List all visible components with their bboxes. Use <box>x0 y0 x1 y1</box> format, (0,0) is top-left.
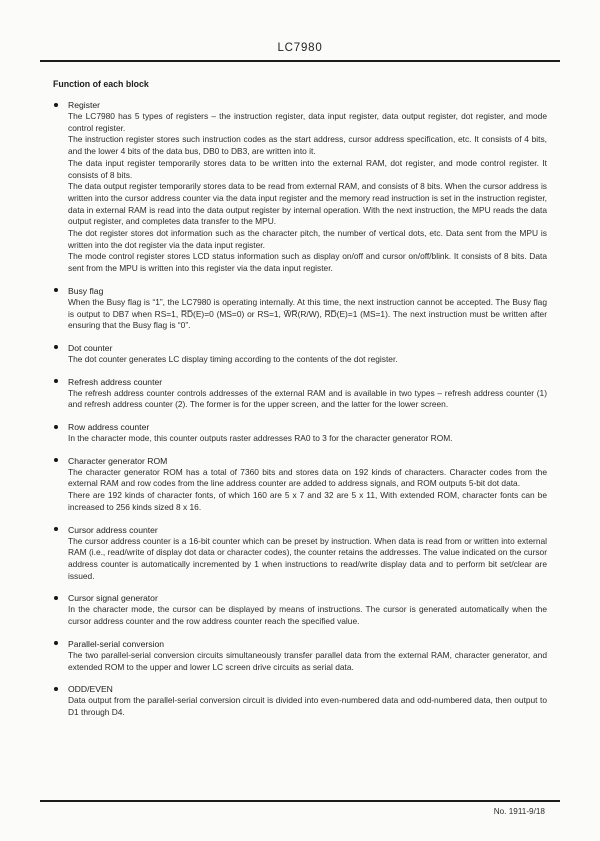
section-character-generator-rom <box>53 455 547 514</box>
section-title: Refresh address counter <box>68 376 163 387</box>
bullet-icon <box>54 641 58 645</box>
section-body <box>68 467 547 514</box>
section-busy-flag <box>53 285 547 332</box>
main-heading: Function of each block <box>53 79 149 89</box>
section-body <box>68 297 547 332</box>
section-body <box>68 354 547 366</box>
bullet-icon <box>54 458 58 462</box>
paragraph: In the character mode, this counter outputs raster addresses RA0 to 3 for the character generator ROM. <box>68 433 453 444</box>
paragraph: The instruction register stores such instruction codes as the start address, cursor address specification, etc. It consists of 4 bits, and the lower 4 bits of the data bus, DB0 to DB3, are written into it. <box>68 134 547 157</box>
paragraph: The data output register temporarily stores data to be read from external RAM, and consists of 8 bits. When the cursor address is written into the cursor address counter via the data input register and the memory read instruction is set in the instruction register, data in external RAM is read into the data output register by internal operation. With the next instruction, the MPU reads the data output register, and completes data transfer to the MPU. <box>68 181 547 227</box>
paragraph: In the character mode, the cursor can be displayed by means of instructions. The cursor is generated automatically when the cursor address counter and the row address counter reach the specified value. <box>68 604 547 627</box>
page-content <box>53 79 547 729</box>
paragraph: When the Busy flag is “1”, the LC7980 is operating internally. At this time, the next instruction cannot be accepted. The Busy flag is output to DB7 when RS=1, R̅D̅(E)=0 (MS=0) or RS=1, W̅R̅(R/W), R̅D̅(E)=1 (MS=1). The next instruction must be written after ensuring that the Busy flag is “0”. <box>68 296 547 331</box>
paragraph: The refresh address counter controls addresses of the external RAM and is available in two types – refresh address counter (1) and refresh address counter (2). The former is for the upper screen, and the latter for the lower screen. <box>68 387 547 410</box>
section-body <box>68 388 547 411</box>
section-body <box>68 433 547 445</box>
section-title: Busy flag <box>68 285 104 296</box>
section-refresh-address-counter <box>53 376 547 411</box>
paragraph: The cursor address counter is a 16-bit counter which can be preset by instruction. When data is read from or written into external RAM (i.e., read/write of display dot data or character codes), the counter retains the addresses. The value indicated on the cursor address counter is automatically incremented by 1 when instructions to read/write display data and to perform bit set/clear are issued. <box>68 535 547 581</box>
section-title: Character generator ROM <box>68 455 168 466</box>
paragraph: The LC7980 has 5 types of registers – the instruction register, data input register, data output register, dot register, and mode control register. <box>68 111 547 133</box>
paragraph: The two parallel-serial conversion circuits simultaneously transfer parallel data from the external RAM, character generator, and extended ROM to the upper and lower LC screen drive circuits as serial data. <box>68 649 547 672</box>
header-rule <box>40 60 560 62</box>
bullet-icon <box>54 288 58 292</box>
section-body <box>68 604 547 627</box>
section-body <box>68 695 547 718</box>
section-register <box>53 99 547 275</box>
page-number: No. 1911-9/18 <box>493 807 545 816</box>
section-title: Parallel-serial conversion <box>68 638 165 649</box>
section-parallel-serial-conversion <box>53 638 547 673</box>
page-title: LC7980 <box>277 42 323 54</box>
section-title: Register <box>68 100 100 110</box>
section-title: ODD/EVEN <box>68 684 113 695</box>
bullet-icon <box>54 425 58 429</box>
section-title: Cursor signal generator <box>68 593 158 604</box>
paragraph: The data input register temporarily stores data to be written into the external RAM, dot register, and mode control register. It consists of 8 bits. <box>68 157 547 180</box>
section-cursor-address-counter <box>53 524 547 583</box>
paragraph: The dot counter generates LC display timing according to the contents of the dot register. <box>68 353 398 364</box>
bullet-icon <box>54 103 58 107</box>
section-row-address-counter <box>53 421 547 445</box>
footer-rule <box>40 800 560 802</box>
section-body <box>68 650 547 673</box>
section-dot-counter <box>53 342 547 366</box>
paragraph: The mode control register stores LCD status information such as display on/off and cursor on/off/blink. It consists of 8 bits. Data sent from the MPU is written into this register via the data input register. <box>68 251 547 274</box>
section-title: Cursor address counter <box>68 524 158 535</box>
bullet-icon <box>54 527 58 531</box>
paragraph: There are 192 kinds of character fonts, of which 160 are 5 x 7 and 32 are 5 x 11, With extended ROM, character fonts can be increased to 256 kinds sized 8 x 16. <box>68 490 547 512</box>
paragraph: The dot register stores dot information such as the character pitch, the number of vertical dots, etc. Data sent from the MPU is written into the dot register via the data input register. <box>68 228 547 250</box>
bullet-icon <box>54 345 58 349</box>
paragraph: Data output from the parallel-serial conversion circuit is divided into even-numbered data and odd-numbered data, then output to D1 through D4. <box>68 695 547 717</box>
paragraph: The character generator ROM has a total of 7360 bits and stores data on 192 kinds of characters. Character codes from the external RAM and row codes from the line address counter are added to address signals, and ROM outputs 5-bit dot data. <box>68 466 547 489</box>
bullet-icon <box>54 379 58 383</box>
section-body <box>68 536 547 583</box>
section-title: Row address counter <box>68 422 150 433</box>
section-odd-even <box>53 683 547 718</box>
section-body <box>68 111 547 275</box>
bullet-icon <box>54 687 58 691</box>
bullet-icon <box>54 596 58 600</box>
section-cursor-signal-generator <box>53 592 547 627</box>
section-title: Dot counter <box>68 342 113 353</box>
